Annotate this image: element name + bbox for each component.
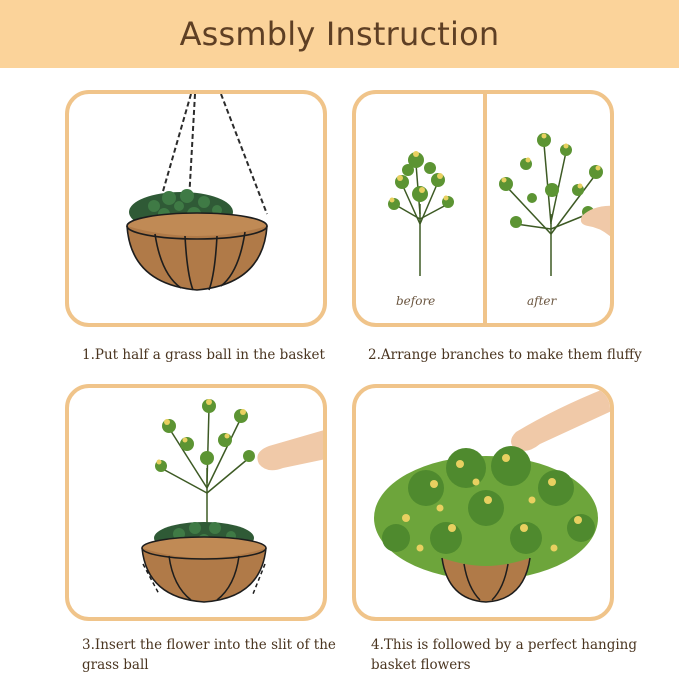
finished-hanging-basket-flowers-image xyxy=(356,388,614,621)
step-4-caption: 4.This is followed by a perfect hanging basket flowers xyxy=(371,637,637,673)
inserting-flower-into-grass-ball-image xyxy=(69,388,327,621)
step-3-panel xyxy=(65,384,327,621)
step-1-caption: 1.Put half a grass ball in the basket xyxy=(82,347,325,363)
page-title: Assmbly Instruction xyxy=(179,15,500,53)
step-3-caption: 3.Insert the flower into the slit of the grass ball xyxy=(82,637,336,673)
step-1-panel xyxy=(65,90,327,327)
step-2-caption: 2.Arrange branches to make them fluffy xyxy=(368,347,642,363)
hanging-basket-with-grass-ball-image xyxy=(69,94,327,327)
after-label: after xyxy=(527,294,557,308)
before-after-divider xyxy=(483,94,487,323)
step-2-panel xyxy=(352,90,614,327)
before-label: before xyxy=(396,294,436,308)
step-4-panel xyxy=(352,384,614,621)
title-banner xyxy=(0,0,679,68)
